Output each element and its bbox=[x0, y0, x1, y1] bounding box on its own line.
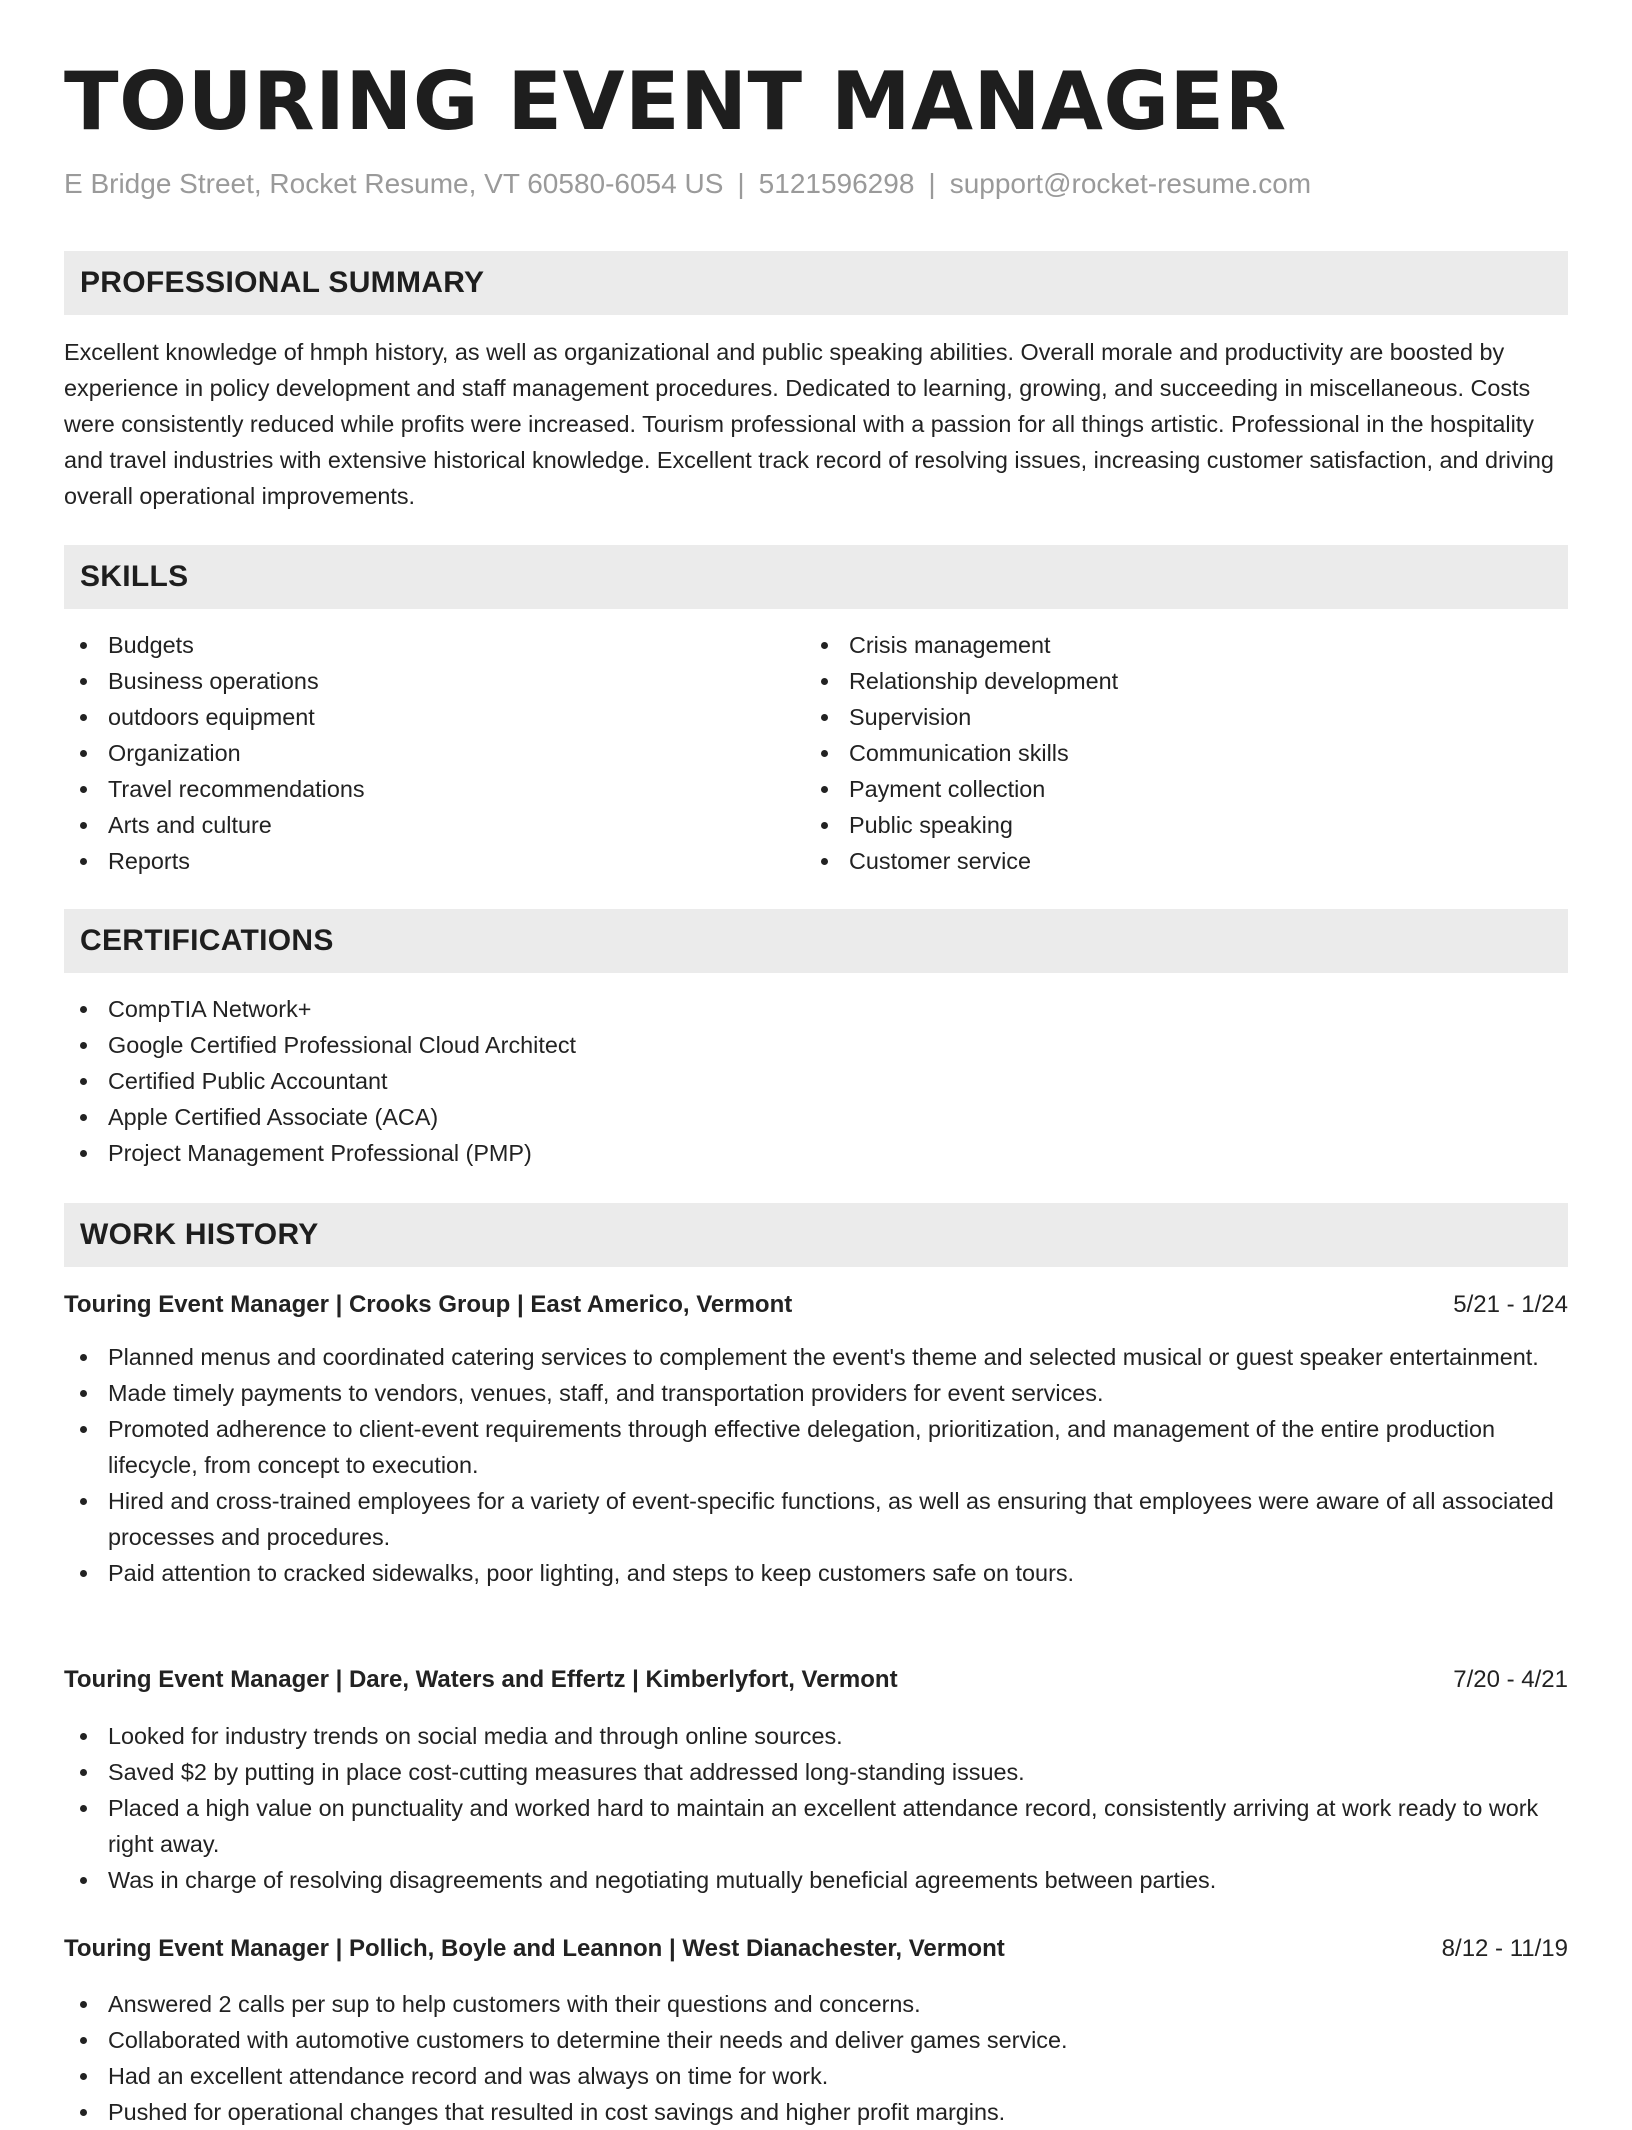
list-item bbox=[64, 627, 804, 663]
list-item-text: Business operations bbox=[108, 668, 319, 694]
list-item bbox=[805, 663, 1565, 699]
job-dates: 7/20 - 4/21 bbox=[1453, 1666, 1568, 1693]
job-title: Touring Event Manager | Crooks Group | East Americo, Vermont bbox=[64, 1291, 793, 1318]
job-bullets bbox=[64, 1718, 1568, 1898]
bullet-icon bbox=[80, 678, 87, 685]
bullet-icon bbox=[80, 1570, 87, 1577]
contact-email: support@rocket-resume.com bbox=[949, 168, 1312, 199]
list-item-text: Project Management Professional (PMP) bbox=[108, 1140, 532, 1166]
list-item-text: Made timely payments to vendors, venues, staff, and transportation providers for event services. bbox=[108, 1380, 1104, 1406]
bullet-icon bbox=[80, 786, 87, 793]
list-item-text: Paid attention to cracked sidewalks, poor lighting, and steps to keep customers safe on tours. bbox=[108, 1560, 1075, 1586]
list-item bbox=[64, 1099, 1568, 1135]
bullet-icon bbox=[80, 1078, 87, 1085]
bullet-icon bbox=[821, 786, 828, 793]
list-item bbox=[64, 1986, 1568, 2022]
job-title: Touring Event Manager | Pollich, Boyle and Leannon | West Dianachester, Vermont bbox=[64, 1935, 1005, 1962]
skills-list-right bbox=[805, 627, 1565, 879]
list-item bbox=[805, 843, 1565, 879]
list-item bbox=[805, 771, 1565, 807]
list-item-text: Relationship development bbox=[849, 668, 1119, 694]
section-header-skills bbox=[64, 545, 1568, 609]
list-item bbox=[64, 1375, 1568, 1411]
list-item bbox=[64, 1027, 1568, 1063]
list-item-text: Communication skills bbox=[849, 740, 1069, 766]
bullet-icon bbox=[821, 750, 828, 757]
list-item-text: Placed a high value on punctuality and worked hard to maintain an excellent attendance record, consistently arriving at work ready to work right away. bbox=[108, 1795, 1539, 1857]
summary-text: Excellent knowledge of hmph history, as well as organizational and public speaking abilities. Overall morale and productivity are boosted by experience in policy development and staff management procedures. Dedicated to learning, growing, and succeeding in miscellaneous. Costs were consistently reduced while profits were increased. Tourism professional with a passion for all things artistic. Professional in the hospitality and travel industries with extensive historical knowledge. Excellent track record of resolving issues, increasing customer satisfaction, and driving overall operational improvements. bbox=[64, 339, 1554, 509]
bullet-icon bbox=[821, 822, 828, 829]
list-item-text: Budgets bbox=[108, 632, 194, 658]
list-item-text: Pushed for operational changes that resulted in cost savings and higher profit margins. bbox=[108, 2099, 1006, 2125]
bullet-icon bbox=[80, 822, 87, 829]
list-item bbox=[64, 735, 804, 771]
section-header-certifications bbox=[64, 909, 1568, 973]
contact-line bbox=[64, 166, 1311, 202]
bullet-icon bbox=[821, 678, 828, 685]
list-item-text: CompTIA Network+ bbox=[108, 996, 312, 1022]
bullet-icon bbox=[80, 1114, 87, 1121]
bullet-icon bbox=[80, 642, 87, 649]
bullet-icon bbox=[80, 1354, 87, 1361]
list-item bbox=[64, 663, 804, 699]
list-item-text: Had an excellent attendance record and was always on time for work. bbox=[108, 2063, 829, 2089]
list-item bbox=[64, 2094, 1568, 2130]
contact-separator: | bbox=[737, 168, 745, 199]
section-title: PROFESSIONAL SUMMARY bbox=[80, 266, 485, 299]
list-item-text: Planned menus and coordinated catering services to complement the event's theme and selected musical or guest speaker entertainment. bbox=[108, 1344, 1539, 1370]
list-item bbox=[805, 807, 1565, 843]
contact-address: E Bridge Street, Rocket Resume, VT 60580-6054 US bbox=[64, 168, 724, 199]
bullet-icon bbox=[80, 1498, 87, 1505]
bullet-icon bbox=[80, 2073, 87, 2080]
list-item bbox=[64, 1135, 1568, 1171]
list-item bbox=[64, 2022, 1568, 2058]
job-bullets bbox=[64, 1339, 1568, 1591]
list-item-text: Crisis management bbox=[849, 632, 1051, 658]
list-item-text: Looked for industry trends on social media and through online sources. bbox=[108, 1723, 843, 1749]
list-item-text: Hired and cross-trained employees for a variety of event-specific functions, as well as ensuring that employees were aware of all associated processes and procedures. bbox=[108, 1488, 1554, 1550]
section-header-work-history bbox=[64, 1203, 1568, 1267]
job-title: Touring Event Manager | Dare, Waters and Effertz | Kimberlyfort, Vermont bbox=[64, 1666, 898, 1693]
bullet-icon bbox=[80, 2001, 87, 2008]
list-item-text: Organization bbox=[108, 740, 241, 766]
bullet-icon bbox=[80, 1769, 87, 1776]
section-title: CERTIFICATIONS bbox=[80, 924, 334, 957]
bullet-icon bbox=[821, 858, 828, 865]
bullet-icon bbox=[80, 1390, 87, 1397]
list-item bbox=[64, 1555, 1568, 1591]
section-title: WORK HISTORY bbox=[80, 1218, 319, 1251]
resume-name: TOURING EVENT MANAGER bbox=[64, 55, 1287, 148]
list-item bbox=[64, 1790, 1568, 1862]
list-item bbox=[805, 627, 1565, 663]
list-item bbox=[64, 1063, 1568, 1099]
list-item bbox=[64, 1483, 1568, 1555]
list-item-text: Certified Public Accountant bbox=[108, 1068, 388, 1094]
list-item bbox=[64, 699, 804, 735]
list-item-text: Arts and culture bbox=[108, 812, 272, 838]
list-item-text: Was in charge of resolving disagreements and negotiating mutually beneficial agreements between parties. bbox=[108, 1867, 1217, 1893]
list-item bbox=[64, 1718, 1568, 1754]
list-item bbox=[805, 699, 1565, 735]
bullet-icon bbox=[80, 1150, 87, 1157]
list-item bbox=[805, 735, 1565, 771]
list-item bbox=[64, 1862, 1568, 1898]
certifications-list bbox=[64, 991, 1568, 1171]
list-item bbox=[64, 843, 804, 879]
bullet-icon bbox=[80, 2037, 87, 2044]
list-item-text: Promoted adherence to client-event requirements through effective delegation, prioritization, and management of the entire production lifecycle, from concept to execution. bbox=[108, 1416, 1495, 1478]
bullet-icon bbox=[821, 642, 828, 649]
list-item bbox=[64, 1411, 1568, 1483]
bullet-icon bbox=[80, 1042, 87, 1049]
job-bullets bbox=[64, 1986, 1568, 2130]
list-item-text: Payment collection bbox=[849, 776, 1046, 802]
list-item-text: Reports bbox=[108, 848, 190, 874]
list-item bbox=[64, 1754, 1568, 1790]
job-dates: 5/21 - 1/24 bbox=[1453, 1291, 1568, 1318]
bullet-icon bbox=[80, 714, 87, 721]
bullet-icon bbox=[80, 1805, 87, 1812]
list-item-text: Collaborated with automotive customers to determine their needs and deliver games service. bbox=[108, 2027, 1068, 2053]
bullet-icon bbox=[80, 2109, 87, 2116]
list-item bbox=[64, 807, 804, 843]
contact-phone: 5121596298 bbox=[758, 168, 915, 199]
bullet-icon bbox=[80, 858, 87, 865]
list-item-text: Public speaking bbox=[849, 812, 1013, 838]
bullet-icon bbox=[80, 1426, 87, 1433]
list-item bbox=[64, 1339, 1568, 1375]
section-header-summary bbox=[64, 251, 1568, 315]
bullet-icon bbox=[80, 1733, 87, 1740]
bullet-icon bbox=[80, 750, 87, 757]
bullet-icon bbox=[80, 1877, 87, 1884]
list-item bbox=[64, 771, 804, 807]
bullet-icon bbox=[80, 1006, 87, 1013]
list-item-text: Supervision bbox=[849, 704, 972, 730]
list-item-text: Saved $2 by putting in place cost-cutting measures that addressed long-standing issues. bbox=[108, 1759, 1025, 1785]
contact-separator: | bbox=[928, 168, 936, 199]
bullet-icon bbox=[821, 714, 828, 721]
list-item bbox=[64, 991, 1568, 1027]
list-item-text: Answered 2 calls per sup to help customers with their questions and concerns. bbox=[108, 1991, 921, 2017]
list-item-text: outdoors equipment bbox=[108, 704, 315, 730]
list-item bbox=[64, 2058, 1568, 2094]
list-item-text: Apple Certified Associate (ACA) bbox=[108, 1104, 439, 1130]
section-title: SKILLS bbox=[80, 560, 189, 593]
list-item-text: Customer service bbox=[849, 848, 1031, 874]
list-item-text: Travel recommendations bbox=[108, 776, 365, 802]
list-item-text: Google Certified Professional Cloud Architect bbox=[108, 1032, 577, 1058]
job-dates: 8/12 - 11/19 bbox=[1441, 1935, 1568, 1962]
skills-list-left bbox=[64, 627, 804, 879]
